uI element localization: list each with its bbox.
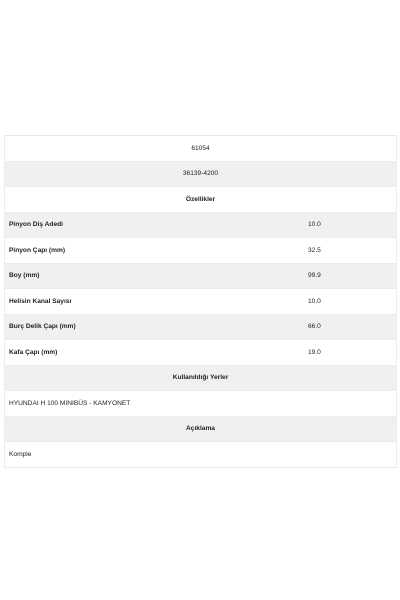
spec-row: [5, 213, 396, 239]
description-row: [5, 442, 396, 468]
features-heading: Özellikler: [185, 195, 216, 203]
description-heading-row: [5, 417, 396, 443]
spec-label: Burç Delik Çapı (mm): [9, 323, 76, 331]
spec-value: 99.9: [308, 272, 321, 280]
spec-value: 10.0: [308, 297, 321, 305]
spec-row: [5, 315, 396, 341]
usage-text: HYUNDAI H 100 MINIBÜS - KAMYONET: [9, 399, 131, 407]
usage-heading: Kullanıldığı Yerler: [172, 374, 229, 382]
oem-code: 36139-4200: [182, 170, 219, 178]
usage-row: [5, 391, 396, 417]
spec-row: [5, 238, 396, 264]
usage-heading-row: [5, 366, 396, 392]
spec-label: Kafa Çapı (mm): [9, 348, 58, 356]
spec-label: Helisin Kanal Sayısı: [9, 297, 72, 305]
spec-value: 19.0: [308, 348, 321, 356]
product-code: 61054: [191, 144, 210, 152]
description-text: Komple: [9, 450, 32, 458]
description-heading: Açıklama: [186, 425, 215, 433]
spec-value: 32.5: [308, 246, 321, 254]
spec-row: [5, 264, 396, 290]
spec-label: Pinyon Çapı (mm): [9, 246, 66, 254]
product-spec-table: [4, 135, 397, 468]
features-heading-row: [5, 187, 396, 213]
spec-value: 66.0: [308, 323, 321, 331]
spec-label: Boy (mm): [9, 272, 40, 280]
spec-row: [5, 340, 396, 366]
spec-row: [5, 289, 396, 315]
code-row: [5, 162, 396, 188]
spec-value: 10.0: [308, 221, 321, 229]
code-row: [5, 136, 396, 162]
spec-label: Pinyon Diş Adedi: [9, 221, 63, 229]
